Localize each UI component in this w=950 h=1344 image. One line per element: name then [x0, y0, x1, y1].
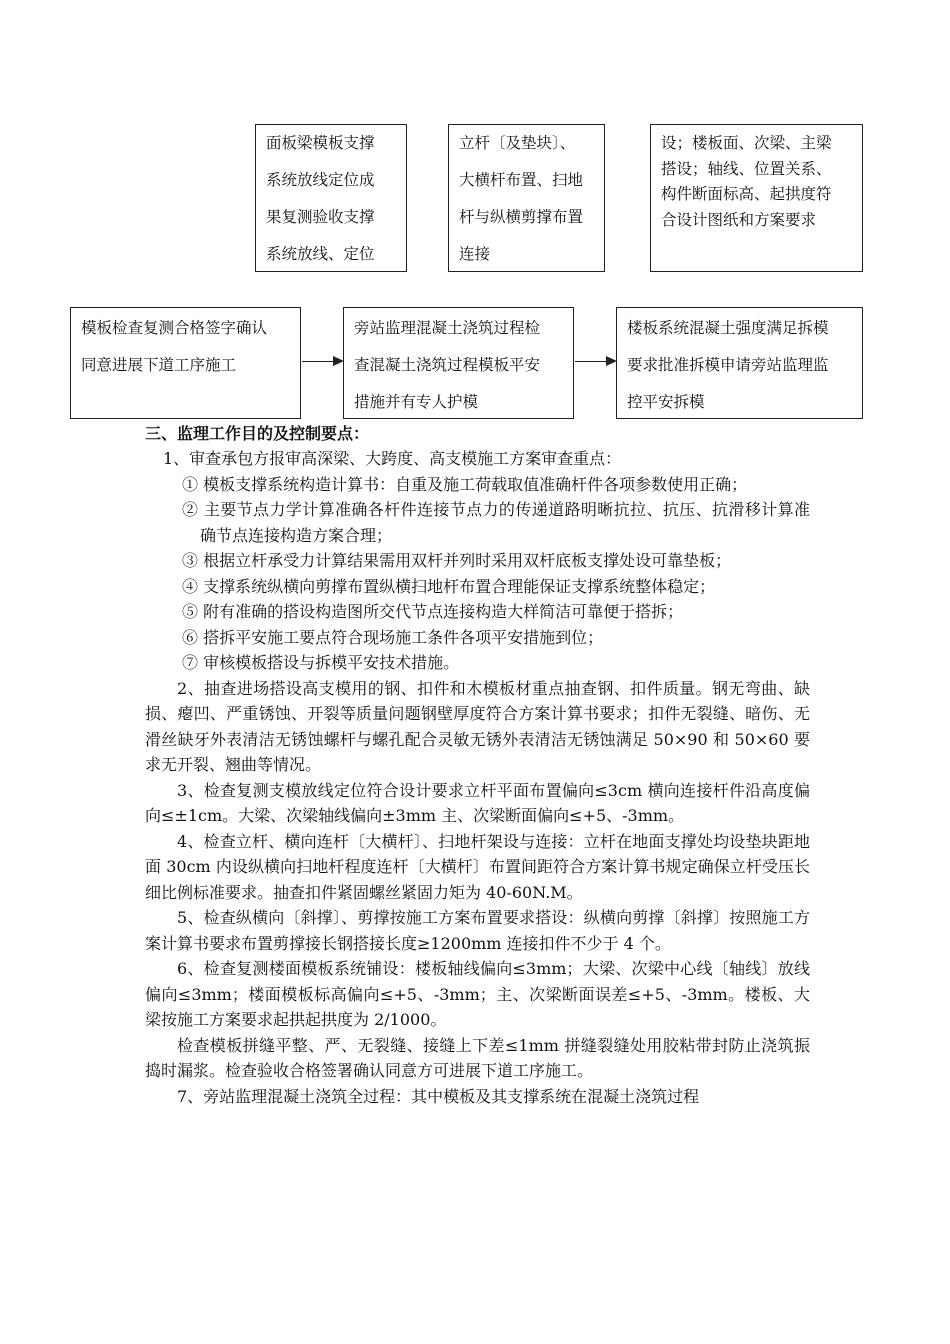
flow-box-line: 要求批准拆模申请旁站监理监: [627, 356, 829, 374]
flow-arrow: [575, 361, 615, 362]
item-1-title: 1、审查承包方报审高深梁、大跨度、高支模施工方案审查重点：: [163, 449, 622, 468]
flow-box-line: 系统放线定位成: [266, 171, 375, 189]
body-paragraph: 7、旁站监理混凝土浇筑全过程：其中模板及其支撑系统在混凝土浇筑过程: [177, 1086, 700, 1106]
flow-box-bottom-1: [70, 307, 301, 419]
body-paragraph: 2、抽查进场搭设高支模用的钢、扣件和木模板材重点抽查钢、扣件质量。钢无弯曲、缺损、瘪凹、严重锈蚀、开裂等质量问题钢壁厚度符合方案计算书要求；扣件无裂缝、暗伤、无滑丝缺牙外表清洁无锈蚀螺杆与螺孔配合灵敏无锈外表清洁无锈蚀满足 50×90 和 50×60 要求无开裂、翘曲等情况。: [145, 678, 810, 774]
item-1-sub: ② 主要节点力学计算准确各杆件连接节点力的传递道路明晰抗拉、抗压、抗滑移计算准确节点连接构造方案合理；: [182, 500, 810, 545]
body-paragraph: 5、检查纵横向〔斜撑〕、剪撑按施工方案布置要求搭设：纵横向剪撑〔斜撑〕按照施工方案计算书要求布置剪撑接长钢搭接长度≥1200mm 连接扣件不少于 4 个。: [145, 908, 810, 953]
body-paragraph: 3、检查复测支模放线定位符合设计要求立杆平面布置偏向≤3cm 横向连接杆件沿高度偏向≤±1cm。大梁、次梁轴线偏向±3mm 主、次梁断面偏向≤+5、-3mm。: [145, 780, 810, 825]
flow-box-line: 模板检查复测合格签字确认: [81, 319, 268, 337]
body-paragraph: 6、检查复测楼面模板系统铺设：楼板轴线偏向≤3mm；大梁、次梁中心线〔轴线〕放线偏向≤3mm；楼面模板标高偏向≤+5、-3mm；主、次梁断面误差≤+5、-3mm。楼板、大梁按施工方案要求起拱起拱度为 2/1000。: [145, 959, 810, 1029]
flow-box-line: 查混凝土浇筑过程模板平安: [354, 356, 541, 374]
body-paragraph: 检查模板拼缝平整、严、无裂缝、接缝上下差≤1mm 拼缝裂缝处用胶粘带封防止浇筑振捣时漏浆。检查验收合格签署确认同意方可进展下道工序施工。: [145, 1035, 810, 1080]
item-1-sub: ⑥ 搭拆平安施工要点符合现场施工条件各项平安措施到位；: [182, 627, 604, 647]
flow-box-line: 合设计图纸和方案要求: [661, 210, 817, 229]
flow-box-line: 果复测验收支撑: [266, 208, 375, 226]
flow-box-line: 设；楼板面、次梁、主梁: [661, 134, 832, 152]
flow-arrow: [302, 361, 342, 362]
flow-box-line: 杆与纵横剪撑布置: [459, 208, 584, 226]
item-1-block: [145, 446, 810, 1109]
flow-box-line: 大横杆布置、扫地: [459, 171, 584, 189]
item-1-sub: ① 模板支撑系统构造计算书：自重及施工荷载取值准确杆件各项参数使用正确；: [182, 474, 748, 494]
flow-box-line: 同意进展下道工序施工: [81, 356, 237, 374]
flow-box-top-3: [650, 124, 863, 272]
item-1-sub: ③ 根据立杆承受力计算结果需用双杆并列时采用双杆底板支撑处设可靠垫板；: [182, 551, 732, 570]
item-1-sub: ⑦ 审核模板搭设与拆模平安技术措施。: [182, 653, 460, 672]
item-1-sub: ④ 支撑系统纵横向剪撑布置纵横扫地杆布置合理能保证支撑系统整体稳定；: [182, 576, 716, 596]
flow-box-line: 连接: [459, 245, 491, 263]
flow-box-line: 立杆〔及垫块〕、: [459, 134, 576, 152]
item-1-sub: ⑤ 附有准确的搭设构造图所交代节点连接构造大样简洁可靠便于搭拆；: [182, 602, 684, 621]
flow-box-bottom-2: [343, 307, 574, 419]
flow-box-bottom-3: [616, 307, 863, 419]
flow-box-top-1: [255, 124, 407, 272]
flow-box-line: 控平安拆模: [627, 393, 705, 411]
flow-box-line: 措施并有专人护模: [354, 393, 479, 411]
flow-box-line: 楼板系统混凝土强度满足拆模: [627, 319, 829, 337]
flow-box-line: 搭设；轴线、位置关系、: [661, 159, 832, 178]
flow-box-line: 面板梁模板支撑: [266, 134, 375, 152]
flow-box-line: 构件断面标高、起拱度符: [661, 185, 832, 203]
flow-box-line: 旁站监理混凝土浇筑过程检: [354, 319, 541, 337]
section-title: 三、监理工作目的及控制要点：: [145, 424, 370, 443]
body-paragraph: 4、检查立杆、横向连杆〔大横杆〕、扫地杆架设与连接：立杆在地面支撑处均设垫块距地面 30cm 内设纵横向扫地杆程度连杆〔大横杆〕布置间距符合方案计算书规定确保立杆受压长细比例标准要求。抽查扣件紧固螺丝紧固力矩为 40-60N.M。: [145, 831, 810, 902]
flow-box-line: 系统放线、定位: [266, 245, 375, 263]
flow-box-top-2: [448, 124, 605, 272]
